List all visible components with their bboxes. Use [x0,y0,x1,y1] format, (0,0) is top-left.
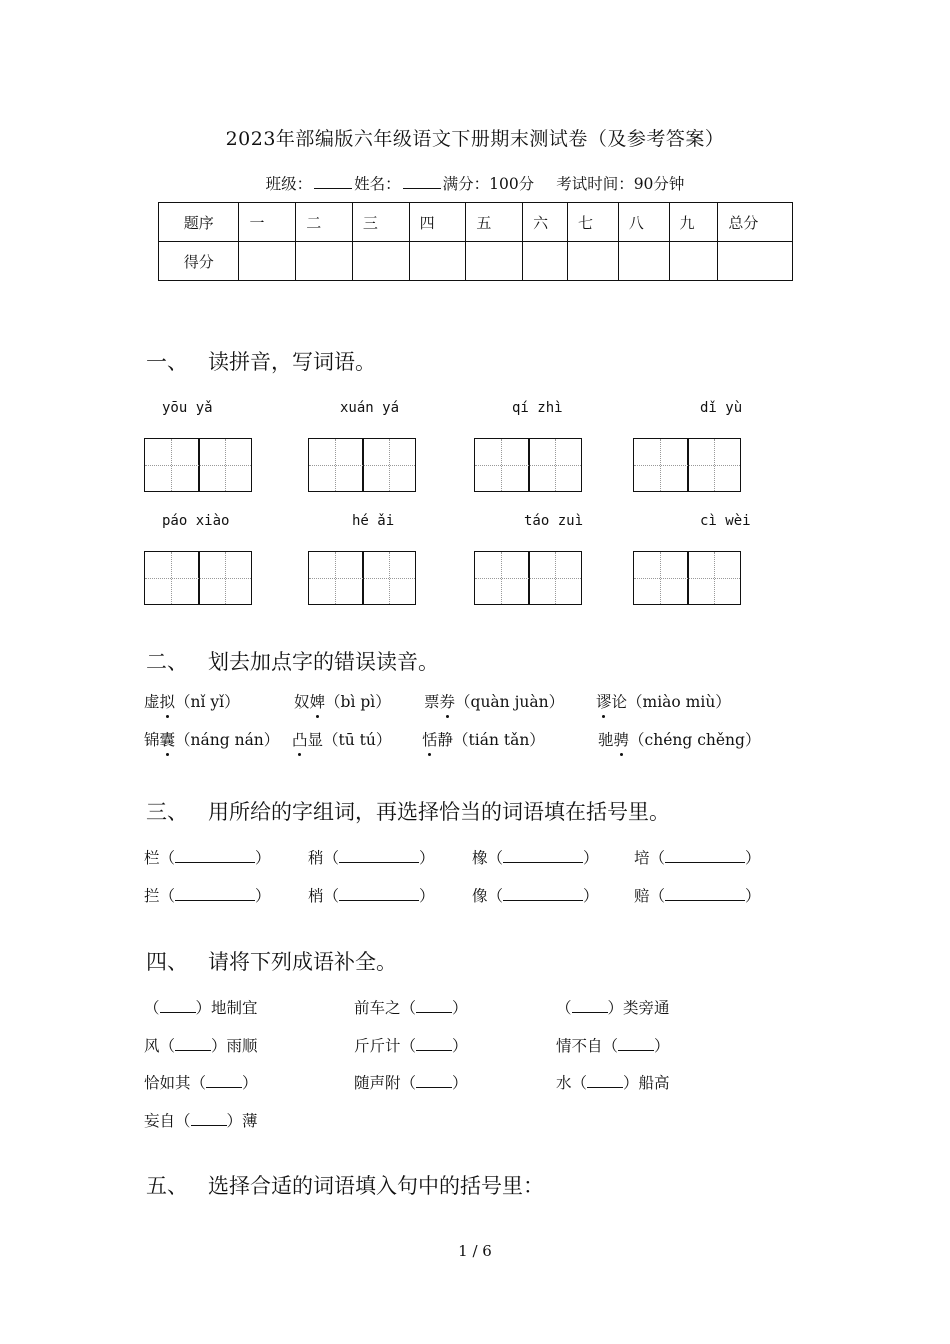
score-col-total: 总分 [718,203,793,242]
word-build-item[interactable]: 拦（ ） [144,887,271,905]
word-build-item[interactable]: 栏（ ） [144,849,271,867]
section5-number: 五、 [146,1174,188,1198]
idiom-item[interactable]: 妄自（ ）薄 [144,1112,258,1130]
score-col: 一 [239,203,296,242]
word-build-item[interactable]: 梢（ ） [308,887,435,905]
score-col: 六 [523,203,568,242]
idiom-item[interactable]: （ ）地制宜 [144,999,258,1017]
idiom-item[interactable]: 前车之（ ） [354,999,468,1017]
score-col: 八 [618,203,669,242]
score-cell [239,242,296,281]
section4-number: 四、 [146,950,188,974]
writing-grid[interactable] [474,551,582,605]
score-cell [523,242,568,281]
section2-heading [146,646,439,676]
score-col: 四 [409,203,466,242]
pinyin: cì wèi [700,513,751,529]
score-cell [296,242,353,281]
score-cell [567,242,618,281]
word-build-item[interactable]: 橡（ ） [472,849,599,867]
word-build-item[interactable]: 赔（ ） [634,887,761,905]
score-table-score-row [159,242,793,281]
score-col: 二 [296,203,353,242]
score-header-label: 题序 [159,203,239,242]
writing-grid[interactable] [144,551,252,605]
score-cell [352,242,409,281]
name-blank [403,174,441,189]
page-number: 1 / 6 [458,1242,492,1260]
page-title: 2023年部编版六年级语文下册期末测试卷（及参考答案） [225,128,725,150]
idiom-item[interactable]: （ ）类旁通 [556,999,670,1017]
score-table-header-row [159,203,793,242]
section1-heading [146,346,376,376]
full-score: 满分：100分 [442,175,535,193]
score-col: 三 [352,203,409,242]
score-row-label: 得分 [159,242,239,281]
section5-title: 选择合适的词语填入句中的括号里： [208,1174,544,1198]
score-col: 九 [669,203,718,242]
word-build-item[interactable]: 稍（ ） [308,849,435,867]
score-cell [669,242,718,281]
writing-grid[interactable] [633,438,741,492]
pronunciation-item[interactable]: 谬论（miào miù） [596,690,731,712]
class-label: 班级： [265,175,313,193]
pronunciation-item[interactable]: 凸显（tū tú） [292,728,391,750]
section3-number: 三、 [146,800,188,824]
exam-time: 考试时间：90分钟 [556,175,685,193]
writing-grid[interactable] [144,438,252,492]
class-blank [314,174,352,189]
pinyin: hé ǎi [352,513,395,529]
section3-title: 用所给的字组词，再选择恰当的词语填在括号里。 [208,800,670,824]
writing-grid[interactable] [474,438,582,492]
pinyin: xuán yá [340,400,400,416]
pinyin: táo zuì [524,513,584,529]
pronunciation-item[interactable]: 驰骋（chéng chěng） [598,728,760,750]
pinyin: yōu yǎ [162,400,213,416]
section5-heading [146,1170,544,1200]
pinyin: qí zhì [512,400,563,416]
idiom-item[interactable]: 情不自（ ） [556,1037,670,1055]
writing-grid[interactable] [308,551,416,605]
pronunciation-item[interactable]: 锦囊（náng nán） [144,728,279,750]
word-build-item[interactable]: 培（ ） [634,849,761,867]
pronunciation-item[interactable]: 票券（quàn juàn） [424,690,564,712]
score-cell [466,242,523,281]
score-cell [409,242,466,281]
score-col: 七 [567,203,618,242]
section4-title: 请将下列成语补全。 [208,950,397,974]
score-cell [618,242,669,281]
score-table [158,202,793,281]
idiom-item[interactable]: 斤斤计（ ） [354,1037,468,1055]
section2-title: 划去加点字的错误读音。 [208,650,439,674]
idiom-item[interactable]: 随声附（ ） [354,1074,468,1092]
score-cell [718,242,793,281]
idiom-item[interactable]: 风（ ）雨顺 [144,1037,258,1055]
pinyin: páo xiào [162,513,230,529]
section4-heading [146,946,397,976]
idiom-item[interactable]: 恰如其（ ） [144,1074,258,1092]
section2-number: 二、 [146,650,188,674]
section3-heading [146,796,670,826]
exam-info-line [0,172,950,194]
writing-grid[interactable] [633,551,741,605]
score-col: 五 [466,203,523,242]
writing-grid[interactable] [308,438,416,492]
name-label: 姓名： [354,175,401,193]
section1-title: 读拼音，写词语。 [208,350,376,374]
pronunciation-item[interactable]: 恬静（tián tǎn） [422,728,545,750]
idiom-item[interactable]: 水（ ）船高 [556,1074,670,1092]
pronunciation-item[interactable]: 奴婢（bì pì） [294,690,391,712]
pronunciation-item[interactable]: 虚拟（nǐ yǐ） [144,690,240,712]
section1-number: 一、 [146,350,188,374]
pinyin: dǐ yù [700,400,743,416]
word-build-item[interactable]: 像（ ） [472,887,599,905]
